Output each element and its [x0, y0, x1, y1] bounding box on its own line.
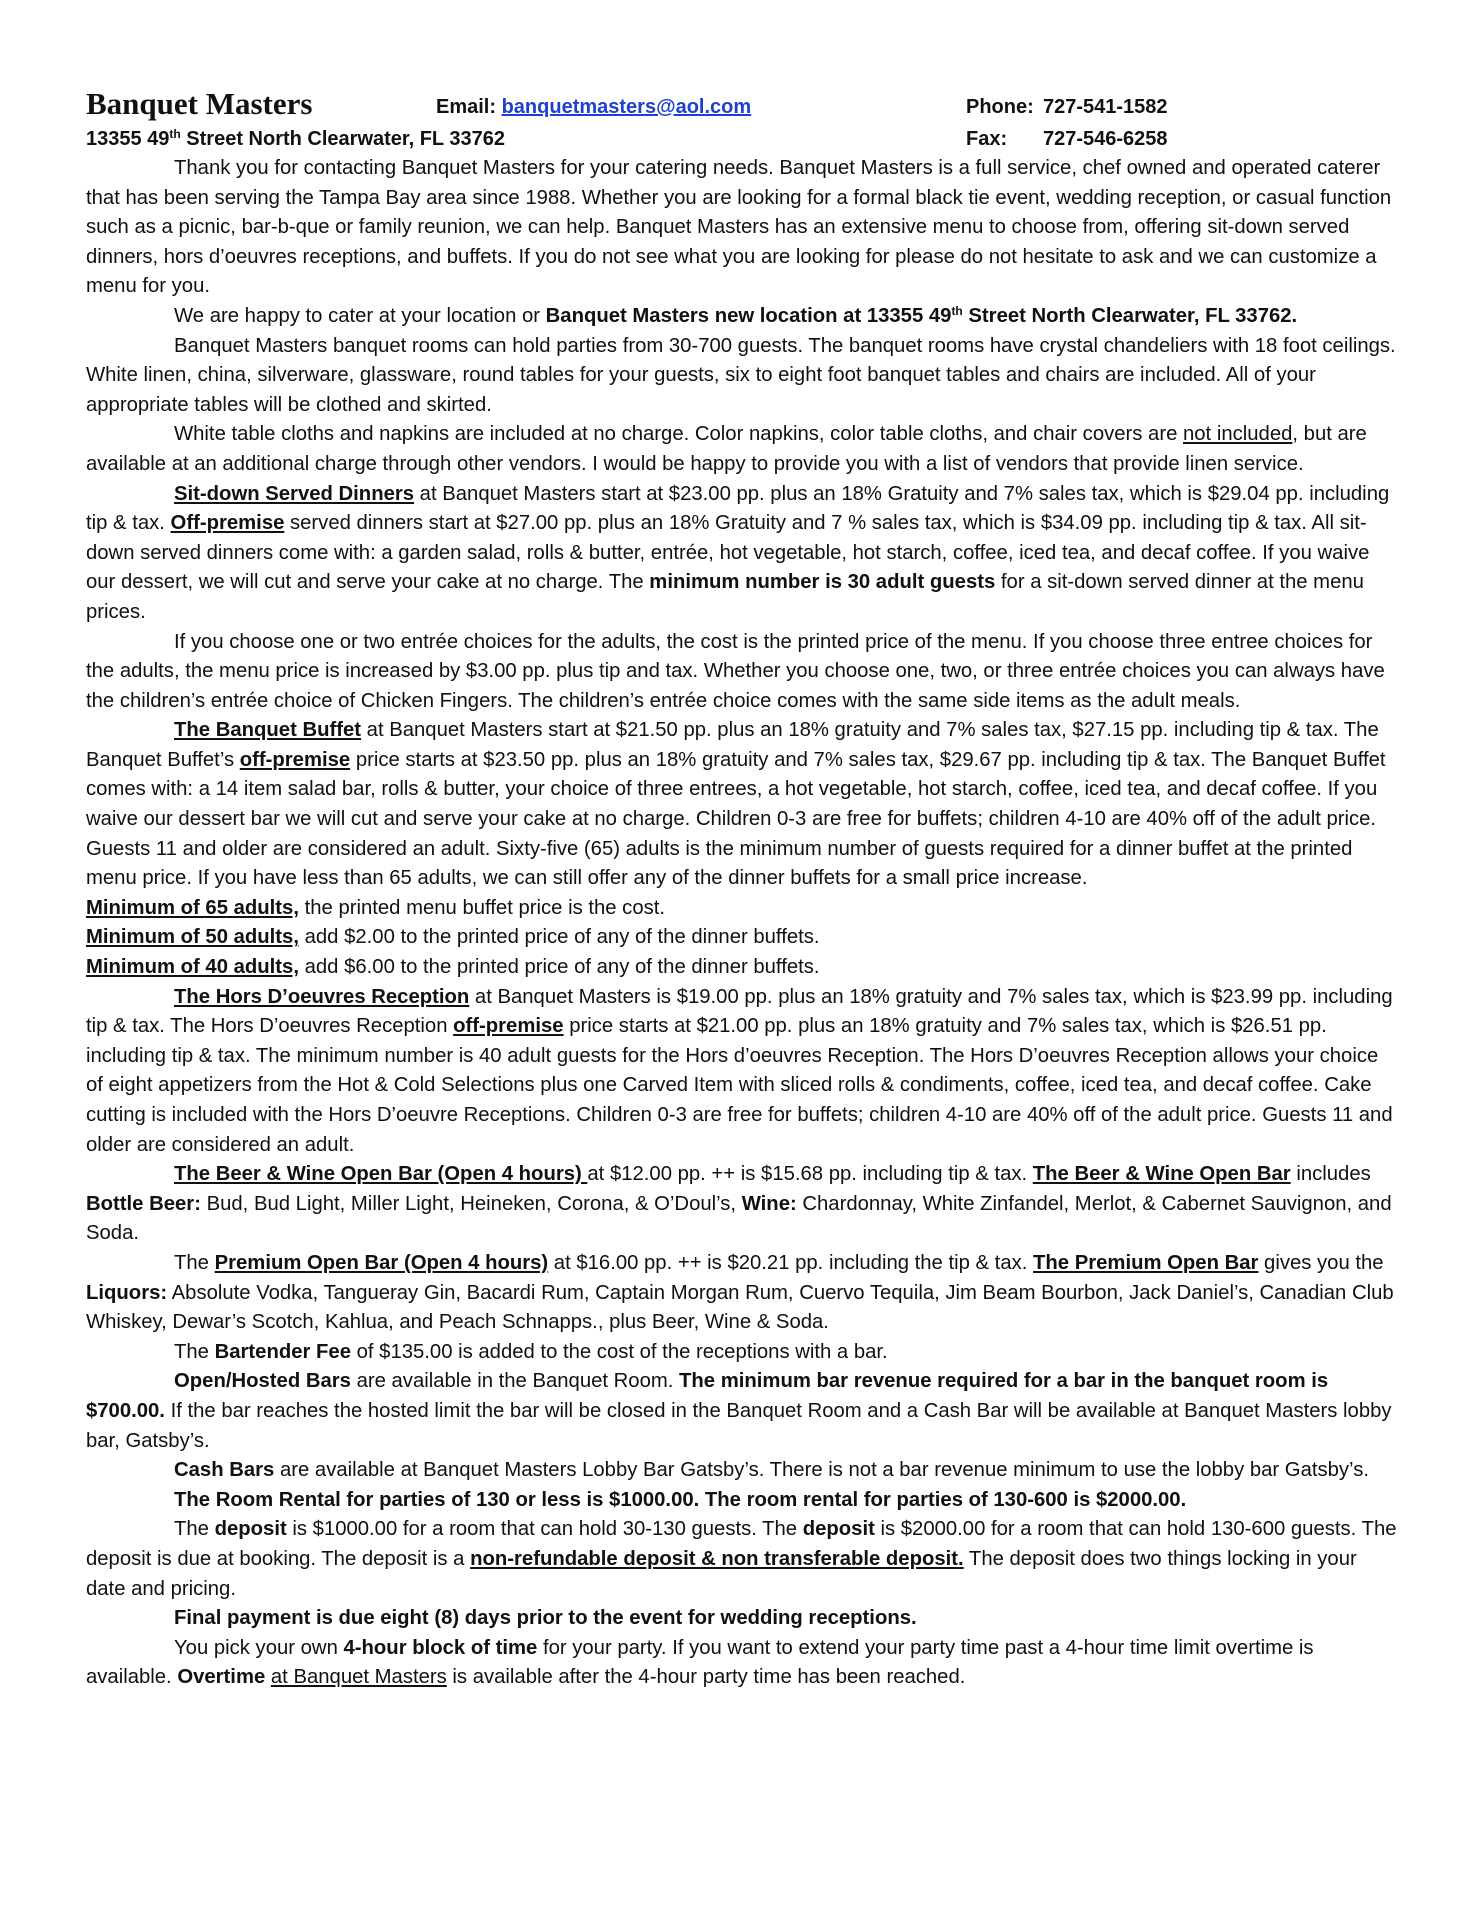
- entree-paragraph: If you choose one or two entrée choices for the adults, the cost is the printed price of the menu. If you choose three entree choices for the adults, the menu price is increased by $3.00 pp. plus tip and tax. Whether you choose one, two, or three entrée choices you can always have the children’s entrée choice of Chicken Fingers. The children’s entrée choice comes with the same side items as the adult meals.: [86, 630, 1385, 712]
- off-premise-label: off-premise: [453, 1015, 564, 1038]
- sup-text: th: [951, 303, 963, 318]
- text: at Banquet Masters is $19.00 pp. plus an 18% gratuity and 7% sales tax, which is $23.99 pp. including tip & tax. The Hors D’oeuvres Reception: [86, 985, 1393, 1038]
- bold-text: Banquet Masters new location at 13355 49: [545, 304, 952, 327]
- text: If the bar reaches the hosted limit the bar will be closed in the Banquet Room and a Cash Bar will be available at Banquet Masters lobby bar, Gatsby’s.: [86, 1399, 1392, 1452]
- bold-text: deposit: [802, 1518, 875, 1541]
- section-heading: The Hors D’oeuvres Reception: [174, 985, 470, 1008]
- address: [86, 128, 505, 151]
- deposit-paragraph: [86, 1515, 1398, 1604]
- text: are available at Banquet Masters Lobby Bar Gatsby’s. There is not a bar revenue minimum to use the lobby bar Gatsby’s.: [274, 1459, 1369, 1482]
- text: , but are available at an additional charge through other vendors. I would be happy to provide you with a list of vendors that provide linen service.: [86, 423, 1367, 475]
- section-heading: The Banquet Buffet: [174, 719, 362, 742]
- text: We are happy to cater at your location or: [174, 304, 546, 327]
- bold-text: minimum number is 30 adult guests: [649, 571, 996, 594]
- text: of $135.00 is added to the cost of the receptions with a bar.: [350, 1340, 888, 1363]
- text: at $16.00 pp. ++ is $20.21 pp. including the tip & tax.: [548, 1251, 1034, 1274]
- bold-text: 4-hour block of time: [343, 1636, 538, 1659]
- rooms-paragraph: Banquet Masters banquet rooms can hold parties from 30-700 guests. The banquet rooms have crystal chandeliers with 18 foot ceilings. White linen, china, silverware, glassware, round tables for your guests, six to eight foot banquet tables and chairs are included. All of your appropriate tables will be clothed and skirted.: [86, 334, 1396, 416]
- bold-text: Bartender Fee: [214, 1340, 351, 1363]
- bold-text: Final payment is due eight (8) days prior to the event for wedding receptions.: [174, 1607, 917, 1630]
- bold-text: The Room Rental for parties of 130 or less is $1000.00. The room rental for parties of 130-600 is $2000.00.: [174, 1488, 1187, 1511]
- fax-label: Fax:: [966, 128, 1008, 150]
- fax-block: [966, 128, 1168, 151]
- bold-text: The minimum bar revenue required for a bar in the banquet room is $700.00.: [86, 1370, 1329, 1422]
- minimum-label: Minimum of 40 adults,: [86, 956, 299, 979]
- bold-text: Wine:: [741, 1192, 797, 1215]
- text: at Banquet Masters start at $23.00 pp. plus an 18% Gratuity and 7% sales tax, which is $29.04 pp. including tip & tax.: [86, 482, 1390, 535]
- text: at $12.00 pp. ++ is $15.68 pp. including tip & tax.: [587, 1163, 1033, 1186]
- email-label: Email:: [436, 96, 497, 118]
- text: at Banquet Masters start at $21.50 pp. plus an 18% gratuity and 7% sales tax, $27.15 pp. including tip & tax. The Banquet Buffet’s: [86, 719, 1379, 771]
- text: The: [174, 1518, 215, 1541]
- beer-wine-paragraph: [86, 1160, 1398, 1249]
- off-premise-label: off-premise: [239, 748, 351, 771]
- section-heading: The Beer & Wine Open Bar: [1032, 1163, 1291, 1186]
- bold-text: Liquors:: [86, 1281, 168, 1304]
- sitdown-paragraph: [86, 480, 1398, 628]
- bold-text: Cash Bars: [174, 1459, 275, 1482]
- text: gives you the: [1258, 1251, 1384, 1274]
- minimum-line: [86, 953, 1398, 983]
- minimum-line: [86, 923, 1398, 953]
- company-title: Banquet Masters: [86, 86, 313, 121]
- linen-paragraph: [86, 420, 1398, 479]
- text: add $2.00 to the printed price of any of the dinner buffets.: [298, 926, 820, 949]
- text: are available in the Banquet Room.: [350, 1370, 680, 1393]
- section-heading: The Beer & Wine Open Bar (Open 4 hours): [174, 1163, 588, 1186]
- minimum-label: Minimum of 50 adults,: [86, 926, 299, 949]
- premium-bar-paragraph: [86, 1249, 1398, 1338]
- text: for your party. If you want to extend your party time past a 4-hour time limit overtime is available.: [86, 1636, 1314, 1689]
- bold-text: deposit: [214, 1518, 287, 1541]
- phone-block: [966, 96, 1168, 119]
- text: add $6.00 to the printed price of any of the dinner buffets.: [298, 956, 820, 979]
- text: Bud, Bud Light, Miller Light, Heineken, Corona, & O’Doul’s,: [200, 1192, 742, 1215]
- fax-number: 727-546-6258: [1043, 128, 1168, 150]
- location-paragraph: [86, 302, 1398, 332]
- underlined-text: non-refundable deposit & non transferable deposit.: [470, 1547, 964, 1570]
- bartender-fee-paragraph: [86, 1338, 1398, 1368]
- bold-text: Bottle Beer:: [86, 1192, 201, 1215]
- minimum-line: [86, 894, 1398, 924]
- bold-text: Overtime: [177, 1666, 266, 1689]
- document-page: [86, 86, 1398, 1693]
- time-block-paragraph: [86, 1634, 1398, 1693]
- intro-paragraph: Thank you for contacting Banquet Masters for your catering needs. Banquet Masters is a full service, chef owned and operated caterer that has been serving the Tampa Bay area since 1988. Whether you are looking for a formal black tie event, wedding reception, or casual function such as a picnic, bar-b-que or family reunion, we can help. Banquet Masters has an extensive menu to choose from, offering sit-down served dinners, hors d’oeuvres receptions, and buffets. If you do not see what you are looking for please do not hesitate to ask and we can customize a menu for you.: [86, 157, 1392, 298]
- address-street: Street North Clearwater, FL 33762: [180, 128, 505, 150]
- text: Chardonnay, White Zinfandel, Merlot, & Cabernet Sauvignon, and Soda.: [86, 1192, 1392, 1245]
- text: price starts at $21.00 pp. plus an 18% gratuity and 7% sales tax, which is $26.51 pp. including tip & tax. The minimum number is 40 adult guests for the Hors d’oeuvres Reception. The Hors D’oeuvres Reception allows your choice of eight appetizers from the Hot & Cold Selections plus one Carved Item with sliced rolls & condiments, coffee, iced tea, and decaf coffee. Cake cutting is included with the Hors D’oeuvre Receptions. Children 0-3 are free for buffets; children 4-10 are 40% off of the adult price. Guests 11 and older are considered an adult.: [86, 1015, 1393, 1156]
- text: served dinners start at $27.00 pp. plus an 18% Gratuity and 7 % sales tax, which is $34.09 pp. including tip & tax. All sit-down served dinners come with: a garden salad, rolls & butter, entrée, hot vegetable, hot starch, coffee, iced tea, and decaf coffee. If you waive our dessert, we will cut and serve your cake at no charge. The: [86, 512, 1370, 594]
- email-block: [436, 96, 751, 119]
- phone-label: Phone:: [966, 96, 1034, 118]
- bold-text: Street North Clearwater, FL 33762.: [962, 304, 1298, 327]
- text: The: [174, 1251, 215, 1274]
- underlined-text: at Banquet Masters: [270, 1666, 447, 1689]
- text: is $2000.00 for a room that can hold 130-600 guests. The deposit is due at booking. The deposit is a: [86, 1518, 1397, 1570]
- address-sup: th: [169, 127, 181, 141]
- text: price starts at $23.50 pp. plus an 18% gratuity and 7% sales tax, $29.67 pp. including tip & tax. The Banquet Buffet comes with: a 14 item salad bar, rolls & butter, your choice of three entrees, a hot vegetable, hot starch, coffee, iced tea, and decaf coffee. If you waive our dessert bar we will cut and serve your cake at no charge. Children 0-3 are free for buffets; children 4-10 are 40% off of the adult price. Guests 11 and older are considered an adult. Sixty-five (65) adults is the minimum number of guests required for a dinner buffet at the printed menu price. If you have less than 65 adults, we can still offer any of the dinner buffets for a small price increase.: [86, 748, 1386, 890]
- phone-number: 727-541-1582: [1043, 96, 1168, 118]
- header-row-2: [86, 124, 1398, 154]
- hosted-bars-paragraph: [86, 1367, 1398, 1456]
- address-number: 13355 49: [86, 128, 170, 150]
- text: The: [174, 1340, 215, 1363]
- room-rental-paragraph: [86, 1486, 1398, 1516]
- section-heading: The Premium Open Bar: [1033, 1251, 1259, 1274]
- off-premise-label: Off-premise: [170, 512, 285, 535]
- section-heading: Premium Open Bar (Open 4 hours): [214, 1251, 549, 1274]
- text: White table cloths and napkins are included at no charge. Color napkins, color table cloths, and chair covers are: [174, 423, 1183, 446]
- bold-text: Open/Hosted Bars: [174, 1370, 351, 1393]
- text: includes: [1290, 1163, 1371, 1186]
- minimum-label: Minimum of 65 adults,: [86, 896, 299, 919]
- cash-bars-paragraph: [86, 1456, 1398, 1486]
- text: the printed menu buffet price is the cost.: [298, 896, 666, 919]
- text: is available after the 4-hour party time has been reached.: [446, 1666, 966, 1689]
- text: for a sit-down served dinner at the menu prices.: [86, 571, 1364, 623]
- header-row-1: [86, 86, 1398, 124]
- final-payment-paragraph: [86, 1604, 1398, 1634]
- hors-doeuvres-paragraph: [86, 983, 1398, 1161]
- underlined-text: not included: [1183, 423, 1293, 446]
- text: The deposit does two things locking in your date and pricing.: [86, 1547, 1357, 1600]
- buffet-paragraph: [86, 716, 1398, 894]
- email-link[interactable]: banquetmasters@aol.com: [501, 96, 752, 118]
- text: Absolute Vodka, Tangueray Gin, Bacardi Rum, Captain Morgan Rum, Cuervo Tequila, Jim Beam Bourbon, Jack Daniel’s, Canadian Club Whiskey, Dewar’s Scotch, Kahlua, and Peach Schnapps., plus Beer, Wine & Soda.: [86, 1281, 1394, 1334]
- text: You pick your own: [174, 1636, 344, 1659]
- section-heading: Sit-down Served Dinners: [174, 482, 415, 505]
- text: is $1000.00 for a room that can hold 30-130 guests. The: [286, 1518, 803, 1541]
